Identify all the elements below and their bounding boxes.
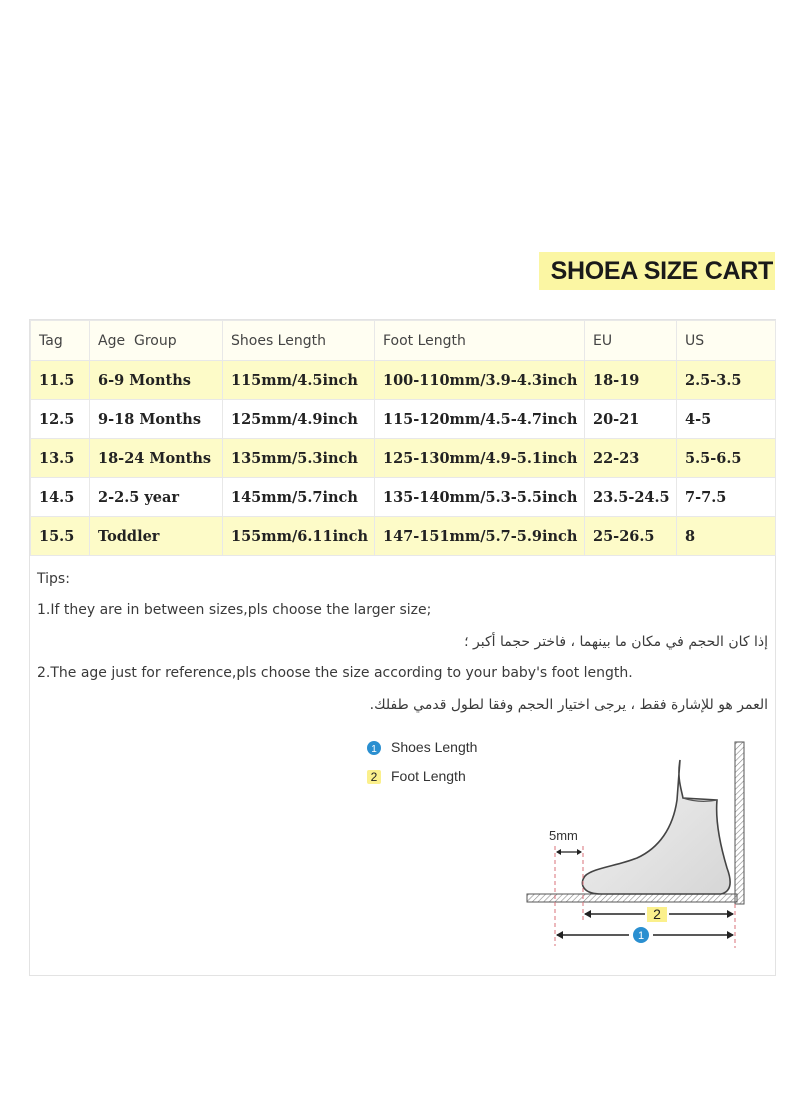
cell-tag: 13.5 — [31, 439, 90, 478]
cell-shoes-length: 135mm/5.3inch — [223, 439, 375, 478]
table-row — [31, 361, 776, 400]
legend-1-number: 1 — [371, 744, 377, 755]
table-row — [31, 517, 776, 556]
tip-2-arabic: العمر هو للإشارة فقط ، يرجى اختيار الحجم وفقا لطول قدمي طفلك. — [369, 697, 768, 713]
legend-2-label: Foot Length — [391, 768, 466, 784]
tips-heading: Tips: — [37, 571, 70, 587]
header-age-group: Age Group — [90, 321, 223, 361]
gap-label: 5mm — [549, 828, 578, 843]
cell-us: 2.5-3.5 — [677, 361, 776, 400]
legend-2-number: 2 — [370, 770, 378, 784]
cell-tag: 11.5 — [31, 361, 90, 400]
cell-us: 5.5-6.5 — [677, 439, 776, 478]
size-table — [30, 320, 776, 556]
wall — [735, 742, 744, 904]
cell-foot-length: 100-110mm/3.9-4.3inch — [375, 361, 585, 400]
cell-tag: 14.5 — [31, 478, 90, 517]
cell-eu: 22-23 — [585, 439, 677, 478]
cell-eu: 20-21 — [585, 400, 677, 439]
cell-age-group: Toddler — [90, 517, 223, 556]
foot-length-arrow-head-left — [584, 910, 591, 918]
cell-shoes-length: 115mm/4.5inch — [223, 361, 375, 400]
cell-foot-length: 125-130mm/4.9-5.1inch — [375, 439, 585, 478]
table-row — [31, 400, 776, 439]
floor — [527, 894, 737, 902]
tip-1: 1.If they are in between sizes,pls choose the larger size; — [37, 602, 432, 618]
cell-age-group: 9-18 Months — [90, 400, 223, 439]
cell-eu: 23.5-24.5 — [585, 478, 677, 517]
cell-us: 4-5 — [677, 400, 776, 439]
cell-foot-length: 147-151mm/5.7-5.9inch — [375, 517, 585, 556]
cell-eu: 25-26.5 — [585, 517, 677, 556]
gap-arrow-head-left — [556, 849, 561, 855]
cell-us: 8 — [677, 517, 776, 556]
table-row — [31, 439, 776, 478]
page-title: SHOEA SIZE CART — [539, 252, 775, 290]
foot-sock — [582, 760, 730, 894]
table-header-row — [31, 321, 776, 361]
shoes-length-arrow-head-right — [727, 931, 734, 939]
header-tag: Tag — [31, 321, 90, 361]
cell-age-group: 2-2.5 year — [90, 478, 223, 517]
cell-shoes-length: 155mm/6.11inch — [223, 517, 375, 556]
tip-1-arabic: إذا كان الحجم في مكان ما بينهما ، فاختر حجما أكبر ؛ — [464, 634, 768, 650]
cell-age-group: 18-24 Months — [90, 439, 223, 478]
cell-us: 7-7.5 — [677, 478, 776, 517]
cell-age-group: 6-9 Months — [90, 361, 223, 400]
cell-shoes-length: 125mm/4.9inch — [223, 400, 375, 439]
tip-2: 2.The age just for reference,pls choose the size according to your baby's foot length. — [37, 665, 633, 681]
header-shoes-length: Shoes Length — [223, 321, 375, 361]
gap-arrow-head-right — [577, 849, 582, 855]
header-eu: EU — [585, 321, 677, 361]
foot-measurement-diagram — [355, 728, 775, 968]
header-foot-length: Foot Length — [375, 321, 585, 361]
shoes-length-arrow-head-left — [556, 931, 563, 939]
cell-tag: 15.5 — [31, 517, 90, 556]
marker-1-number: 1 — [637, 930, 645, 942]
legend-1-label: Shoes Length — [391, 739, 478, 755]
cell-foot-length: 115-120mm/4.5-4.7inch — [375, 400, 585, 439]
cell-shoes-length: 145mm/5.7inch — [223, 478, 375, 517]
table-row — [31, 478, 776, 517]
cell-tag: 12.5 — [31, 400, 90, 439]
foot-length-arrow-head-right — [727, 910, 734, 918]
marker-2-number: 2 — [653, 906, 661, 922]
header-us: US — [677, 321, 776, 361]
cell-eu: 18-19 — [585, 361, 677, 400]
cell-foot-length: 135-140mm/5.3-5.5inch — [375, 478, 585, 517]
